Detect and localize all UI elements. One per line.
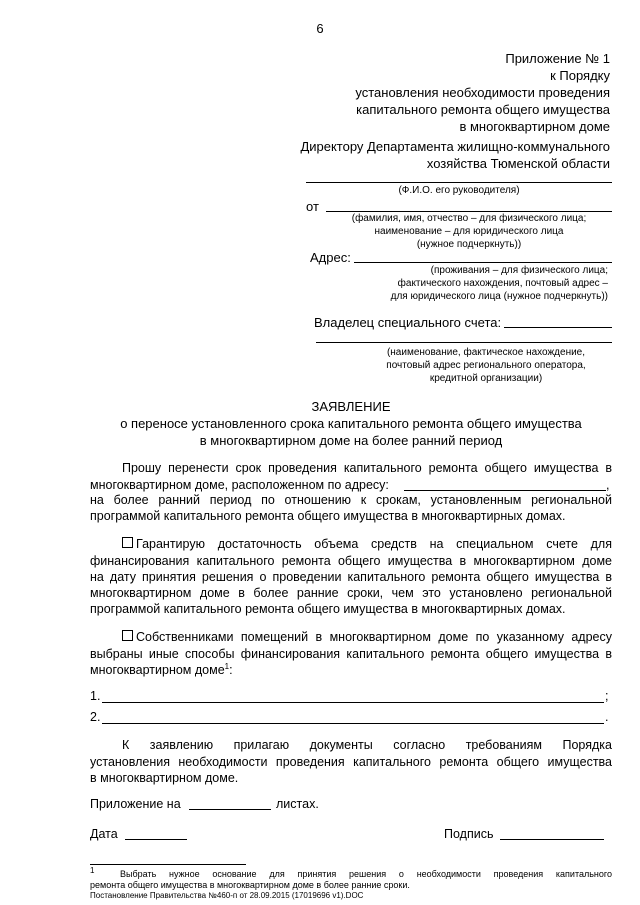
- p3-line-3: [90, 662, 233, 679]
- item-1-end: ;: [605, 689, 609, 703]
- address-hint-3: для юридического лица (нужное подчеркнуть)): [390, 291, 608, 302]
- owner-field-1[interactable]: [504, 327, 612, 328]
- date-label: Дата: [90, 827, 118, 841]
- addressee-line-2: хозяйства Тюменской области: [426, 156, 610, 171]
- p1-line-3: на более ранний период по отношению к срокам, установленным региональной: [90, 493, 612, 507]
- p1-line-2: многоквартирном доме, расположенном по адресу:: [90, 478, 389, 492]
- owner-hint-1: (наименование, фактическое нахождение,: [386, 347, 586, 358]
- other-methods-checkbox[interactable]: [122, 630, 133, 641]
- item-2-label: 2.: [90, 710, 101, 724]
- appendix-header: [300, 50, 610, 135]
- owner-hint: [360, 346, 612, 385]
- footnote-mark: 1: [90, 866, 95, 875]
- p3-line-2: выбраны иные способы финансирования капитального ремонта общего имущества в: [90, 647, 612, 661]
- p2-line-1: [122, 536, 612, 553]
- p2-line-5: программой капитального ремонта общего имущества в многоквартирных домах.: [90, 602, 566, 616]
- title-sub-1: о переносе установленного срока капитального ремонта общего имущества: [120, 416, 582, 431]
- p3-line-3-text: многоквартирном доме: [90, 663, 225, 677]
- address-hint-1: (проживания – для физического лица;: [430, 265, 608, 276]
- from-hint-1: (фамилия, имя, отчество – для физического лица;: [351, 213, 587, 224]
- head-name-hint: (Ф.И.О. его руководителя): [398, 185, 520, 196]
- date-field[interactable]: [125, 839, 187, 840]
- title-main: ЗАЯВЛЕНИЕ: [311, 399, 391, 414]
- appendix-line-2: к Порядку: [550, 68, 610, 83]
- footnote-separator: [90, 864, 246, 865]
- appendix-line-5: в многоквартирном доме: [459, 119, 610, 134]
- owner-field-2[interactable]: [316, 342, 612, 343]
- from-hint: [326, 212, 612, 251]
- item-1-label: 1.: [90, 689, 101, 703]
- p1-line-2-end: ,: [606, 478, 610, 492]
- p2-line-1-text: Гарантирую достаточность объема средств на специальном счете для: [136, 537, 612, 551]
- p2-line-4: многоквартирном доме в более ранние сроки, чем это установлено региональной: [90, 586, 612, 600]
- address-label: Адрес:: [310, 250, 351, 265]
- attachment-pre: Приложение на: [90, 797, 181, 811]
- addressee-line-1: Директору Департамента жилищно-коммунального: [300, 139, 610, 154]
- attachment-post: листах.: [276, 797, 319, 811]
- signature-label: Подпись: [444, 827, 494, 841]
- page-number: 6: [316, 21, 324, 36]
- p3-line-1: [122, 629, 612, 646]
- item-1-field[interactable]: [102, 702, 604, 703]
- footnote-line-2: ремонта общего имущества в многоквартирном доме в более ранние сроки.: [90, 880, 410, 890]
- p4-line-1: К заявлению прилагаю документы согласно требованиям Порядка: [122, 738, 612, 752]
- p4-line-3: в многоквартирном доме.: [90, 771, 239, 785]
- item-2-field[interactable]: [102, 723, 604, 724]
- p4-line-2: установления необходимости проведения капитального ремонта общего имущества: [90, 755, 612, 769]
- owner-hint-3: кредитной организации): [429, 373, 543, 384]
- attachment-count-field[interactable]: [189, 809, 271, 810]
- signature-field[interactable]: [500, 839, 604, 840]
- from-hint-2: наименование – для юридического лица: [374, 226, 564, 237]
- document-title: [90, 398, 612, 449]
- p1-line-4: программой капитального ремонта общего имущества в многоквартирных домах.: [90, 509, 566, 523]
- p3-colon: :: [229, 663, 233, 677]
- from-hint-3: (нужное подчеркнуть)): [416, 239, 522, 250]
- head-name-field[interactable]: [306, 182, 612, 183]
- appendix-line-1: Приложение № 1: [505, 51, 610, 66]
- footnote-line-1: [90, 866, 612, 880]
- owner-hint-2: почтовый адрес регионального оператора,: [386, 360, 586, 371]
- p3-line-1-text: Собственниками помещений в многоквартирном доме по указанному адресу: [136, 630, 612, 644]
- addressee-block: [280, 138, 610, 172]
- address-input-line[interactable]: [404, 490, 606, 491]
- footnote-line-1-text: Выбрать нужное основание для принятия решения о необходимости проведения капитального: [120, 869, 612, 879]
- title-sub-2: в многоквартирном доме на более ранний период: [199, 433, 503, 448]
- address-hint-2: фактического нахождения, почтовый адрес –: [397, 278, 608, 289]
- appendix-line-4: капитального ремонта общего имущества: [356, 102, 610, 117]
- p1-line-1: Прошу перенести срок проведения капитального ремонта общего имущества в: [122, 461, 612, 475]
- address-hint: [330, 264, 608, 303]
- footnote-ref: 1: [224, 661, 230, 671]
- p2-line-3: на дату принятия решения о проведении капитального ремонта общего имущества в: [90, 570, 612, 584]
- appendix-line-3: установления необходимости проведения: [355, 85, 610, 100]
- from-label: от: [306, 199, 319, 214]
- guarantee-checkbox[interactable]: [122, 537, 133, 548]
- file-reference: Постановление Правительства №460-п от 28.09.2015 (17019696 v1).DOC: [90, 891, 364, 900]
- item-2-end: .: [605, 710, 609, 724]
- owner-label: Владелец специального счета:: [314, 315, 502, 330]
- p2-line-2: финансирования капитального ремонта общего имущества в многоквартирном доме: [90, 554, 612, 568]
- address-field[interactable]: [354, 262, 612, 263]
